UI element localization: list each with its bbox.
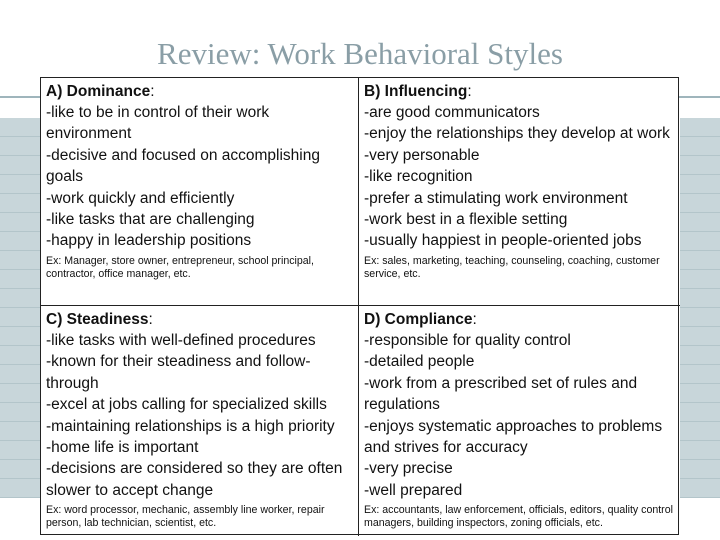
trait-item: -well prepared — [364, 481, 463, 499]
trait-item: -detailed people — [364, 353, 475, 371]
decorative-stripes-right — [680, 118, 720, 498]
trait-item: -like tasks that are challenging — [46, 211, 255, 229]
trait-item: -like tasks with well-defined procedures — [46, 332, 316, 349]
trait-item: -very precise — [364, 460, 453, 478]
trait-item: -happy in leadership positions — [46, 232, 252, 250]
examples-text: Ex: sales, marketing, teaching, counseling, coaching, customer service, etc. — [364, 254, 660, 280]
trait-item: -usually happiest in people-oriented jobs — [364, 232, 642, 250]
trait-item: -excel at jobs calling for specialized skills — [46, 396, 327, 414]
trait-item: -work from a prescribed set of rules and regulations — [364, 374, 638, 414]
trait-item: -enjoys systematic approaches to problems and strives for accuracy — [364, 417, 663, 457]
trait-item: -like recognition — [364, 168, 473, 186]
trait-item: -work quickly and efficiently — [46, 189, 235, 207]
trait-item: -known for their steadiness and follow-through — [46, 353, 311, 392]
cell-style-name: Dominance — [66, 83, 151, 100]
cell-letter: A) — [46, 83, 63, 100]
trait-list — [364, 330, 676, 501]
cell-heading: B) Influencing: — [364, 83, 472, 100]
trait-item: -like to be in control of their work environment — [46, 104, 270, 143]
cell-letter: C) — [46, 311, 63, 328]
trait-list — [46, 102, 354, 252]
cell-influencing — [359, 78, 680, 306]
cell-style-name: Influencing — [384, 83, 468, 100]
cell-steadiness — [41, 306, 359, 536]
examples-text: Ex: Manager, store owner, entrepreneur, school principal, contractor, office manager, etc. — [46, 254, 314, 280]
trait-item: -prefer a stimulating work environment — [364, 189, 628, 207]
trait-item: -responsible for quality control — [364, 332, 571, 349]
cell-dominance — [41, 78, 359, 306]
cell-letter: B) — [364, 83, 381, 100]
behavior-styles-table — [40, 77, 679, 535]
cell-heading: A) Dominance: — [46, 83, 155, 100]
decorative-stripes-left — [0, 118, 40, 498]
trait-item: -decisions are considered so they are often slower to accept change — [46, 460, 343, 499]
trait-item: -very personable — [364, 146, 480, 164]
cell-heading: D) Compliance: — [364, 311, 477, 328]
cell-style-name: Compliance — [384, 311, 473, 328]
trait-item: -maintaining relationships is a high priority — [46, 417, 335, 435]
cell-style-name: Steadiness — [66, 311, 149, 328]
trait-list — [46, 330, 354, 501]
cell-compliance — [359, 306, 680, 536]
examples-text: Ex: word processor, mechanic, assembly line worker, repair person, lab technician, scientist, etc. — [46, 504, 325, 530]
slide-title: Review: Work Behavioral Styles — [157, 36, 563, 71]
trait-item: -work best in a flexible setting — [364, 211, 568, 229]
trait-item: -decisive and focused on accomplishing goals — [46, 146, 320, 186]
examples-text: Ex: accountants, law enforcement, officials, editors, quality control managers, building inspectors, zoning officials, etc. — [364, 504, 673, 530]
trait-list — [364, 102, 676, 252]
trait-item: -home life is important — [46, 439, 199, 457]
cell-heading: C) Steadiness: — [46, 311, 153, 328]
trait-item: -are good communicators — [364, 104, 540, 121]
cell-letter: D) — [364, 311, 381, 328]
trait-item: -enjoy the relationships they develop at work — [364, 125, 670, 143]
